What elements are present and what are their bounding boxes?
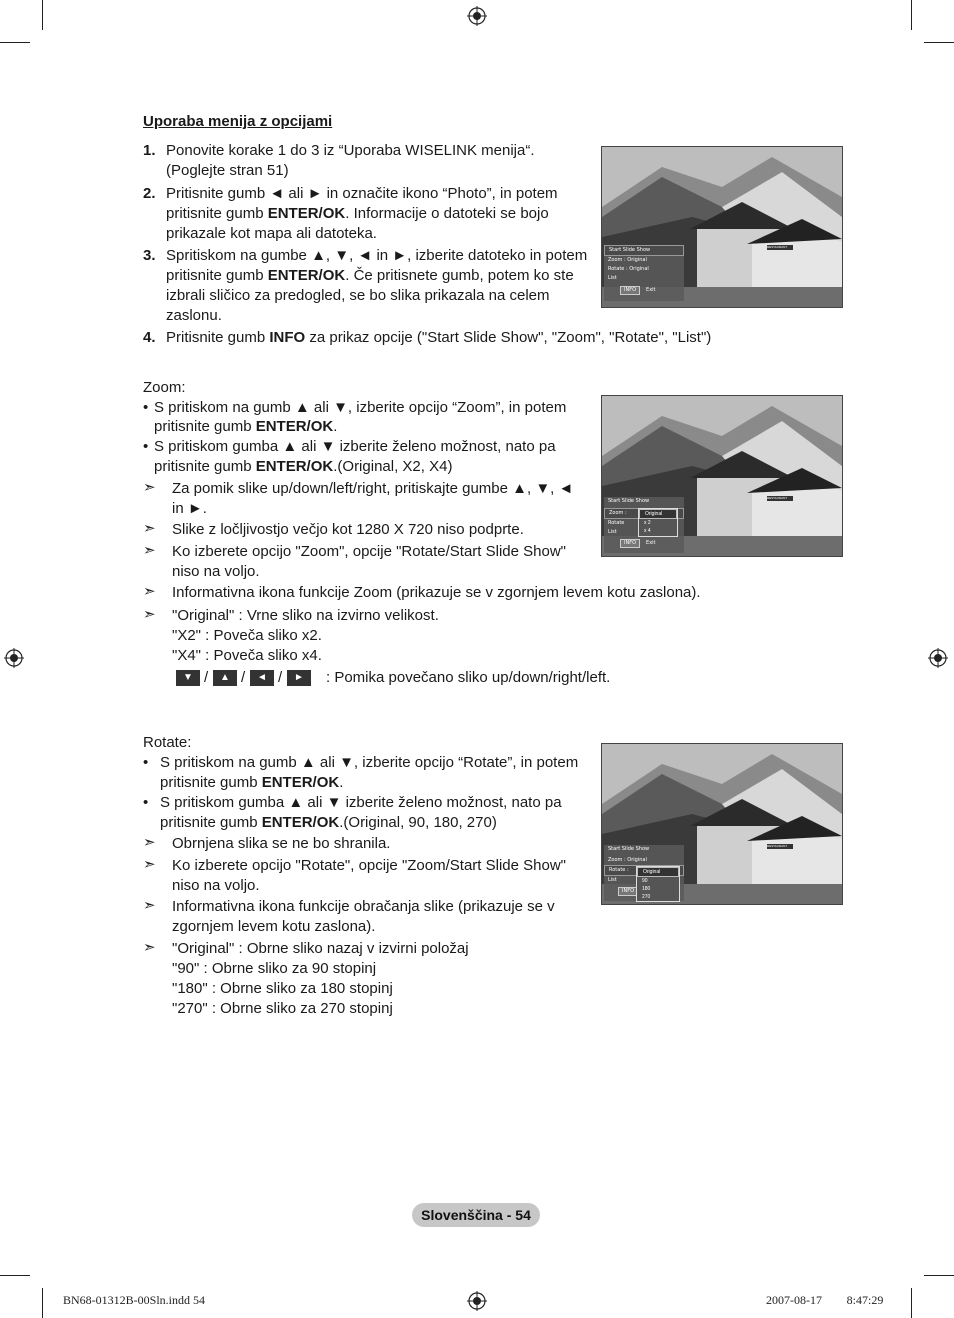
step-text: pritisnite gumb ENTER/OK. Informacije o datoteki se bojo: [166, 205, 549, 222]
bullet-text: S pritiskom gumba ▲ ali ▼ izberite želeno možnost, nato pa: [154, 438, 556, 455]
note-text: "270" : Obrne sliko za 270 stopinj: [172, 1000, 393, 1017]
step-number: 4.: [143, 329, 156, 346]
menu-item-start-slide-show[interactable]: Start Slide Show: [604, 245, 684, 256]
note-text: "90" : Obrne sliko za 90 stopinj: [172, 960, 377, 977]
keys-description: : Pomika povečano sliko up/down/right/left.: [326, 669, 611, 686]
note-text: Za pomik slike up/down/left/right, pritiskajte gumbe ▲, ▼, ◄: [172, 480, 574, 497]
note-text: Informativna ikona funkcije Zoom (prikazuje se v zgornjem levem kotu zaslona).: [172, 584, 701, 601]
step-text: Pritisnite gumb ◄ ali ► in označite ikono “Photo”, in potem: [166, 185, 558, 202]
right-key-icon: ►: [287, 670, 311, 686]
note-text: niso na voljo.: [172, 563, 260, 580]
slash: /: [241, 669, 246, 686]
bullet-icon: •: [143, 399, 149, 416]
note-text: Informativna ikona funkcije obračanja slike (prikazuje se v: [172, 898, 555, 915]
menu-item-list[interactable]: List: [608, 275, 617, 281]
menu-item-zoom[interactable]: Zoom :: [604, 508, 684, 519]
crop-mark: [42, 1288, 43, 1318]
zoom-option-x2[interactable]: x 2: [644, 520, 651, 526]
section-heading: Uporaba menija z opcijami: [143, 113, 333, 130]
registration-mark-icon: [467, 1291, 487, 1311]
bullet-text: pritisnite gumb ENTER/OK.(Original, 90, 180, 270): [160, 814, 497, 831]
bullet-icon: •: [143, 438, 149, 455]
note-text: Obrnjena slika se ne bo shranila.: [172, 835, 391, 852]
bullet-text: pritisnite gumb ENTER/OK.: [154, 418, 338, 435]
bullet-icon: •: [143, 794, 149, 811]
crop-mark: [0, 42, 30, 43]
bullet-text: S pritiskom na gumb ▲ ali ▼, izberite opcijo “Rotate”, in potem: [160, 754, 579, 771]
note-text: "Original" : Vrne sliko na izvirno velikost.: [172, 607, 439, 624]
tv-screenshot-options-menu: [601, 146, 843, 308]
menu-item-zoom[interactable]: Zoom : Original: [608, 857, 647, 863]
registration-mark-icon: [928, 648, 948, 668]
info-button[interactable]: INFO: [620, 539, 640, 548]
rotate-option-180[interactable]: 180: [642, 886, 651, 892]
crop-mark: [924, 1275, 954, 1276]
registration-mark-icon: [467, 6, 487, 26]
step-text: Ponovite korake 1 do 3 iz “Uporaba WISELINK menija“.: [166, 142, 535, 159]
step-number: 2.: [143, 185, 156, 202]
menu-item-zoom[interactable]: Zoom : Original: [608, 257, 647, 263]
note-icon: ➣: [143, 583, 156, 600]
imprint-file: BN68-01312B-00Sln.indd 54: [63, 1293, 206, 1307]
note-icon: ➣: [143, 520, 156, 537]
zoom-option-x4[interactable]: x 4: [644, 528, 651, 534]
menu-item-list[interactable]: List: [608, 529, 617, 535]
menu-item-rotate[interactable]: Rotate: [608, 520, 625, 526]
page-number-badge: Slovenščina - 54: [412, 1203, 540, 1227]
note-text: Slike z ločljivostjo večjo kot 1280 X 720 niso podprte.: [172, 521, 524, 538]
step-text: prikazale kot mapa ali datoteka.: [166, 225, 377, 242]
note-text: "180" : Obrne sliko za 180 stopinj: [172, 980, 393, 997]
note-text: zgornjem levem kotu zaslona).: [172, 918, 376, 935]
step-number: 1.: [143, 142, 156, 159]
rotate-title: Rotate:: [143, 734, 192, 751]
menu-item-start-slide-show[interactable]: Start Slide Show: [608, 498, 650, 504]
bullet-text: pritisnite gumb ENTER/OK.(Original, X2, X4): [154, 458, 453, 475]
step-text: Spritiskom na gumbe ▲, ▼, ◄ in ►, izberite datoteko in potem: [166, 247, 588, 264]
zoom-option-original[interactable]: Original: [639, 509, 677, 519]
note-icon: ➣: [143, 856, 156, 873]
rotate-option-90[interactable]: 90: [642, 878, 648, 884]
restaurant-sign: RESTAURANT: [767, 844, 793, 849]
note-text: in ►.: [172, 500, 207, 517]
step-text: (Poglejte stran 51): [166, 162, 289, 179]
menu-item-list[interactable]: List: [608, 877, 617, 883]
note-icon: ➣: [143, 479, 156, 496]
note-icon: ➣: [143, 606, 156, 623]
info-button[interactable]: INFO: [618, 887, 638, 896]
note-text: "Original" : Obrne sliko nazaj v izvirni položaj: [172, 940, 469, 957]
note-text: Ko izberete opcijo "Rotate", opcije "Zoom/Start Slide Show": [172, 857, 566, 874]
note-text: "X4" : Poveča sliko x4.: [172, 647, 322, 664]
tv-screenshot-rotate-menu: [601, 743, 843, 905]
bullet-text: pritisnite gumb ENTER/OK.: [160, 774, 344, 791]
step-number: 3.: [143, 247, 156, 264]
exit-label: Exit: [646, 287, 656, 293]
crop-mark: [42, 0, 43, 30]
step-text: zaslonu.: [166, 307, 222, 324]
step-text: Pritisnite gumb INFO za prikaz opcije ("Start Slide Show", "Zoom", "Rotate", "List"): [166, 329, 712, 346]
imprint-date: 2007-08-17 ￿￿ 8:47:29: [766, 1293, 884, 1307]
bullet-text: S pritiskom gumba ▲ ali ▼ izberite želeno možnost, nato pa: [160, 794, 562, 811]
tv-screenshot-zoom-menu: [601, 395, 843, 557]
crop-mark: [0, 1275, 30, 1276]
note-icon: ➣: [143, 542, 156, 559]
crop-mark: [911, 1288, 912, 1318]
note-text: niso na voljo.: [172, 877, 260, 894]
down-key-icon: ▼: [176, 670, 200, 686]
crop-mark: [924, 42, 954, 43]
rotate-options-submenu: [636, 866, 680, 902]
left-key-icon: ◄: [250, 670, 274, 686]
step-text: izbrali sličico za predogled, se bo slika prikazala na celem: [166, 287, 550, 304]
rotate-option-270[interactable]: 270: [642, 894, 651, 900]
menu-item-start-slide-show[interactable]: Start Slide Show: [608, 846, 650, 852]
menu-item-rotate[interactable]: Rotate : Original: [608, 266, 649, 272]
note-text: "X2" : Poveča sliko x2.: [172, 627, 322, 644]
rotate-option-original[interactable]: Original: [637, 867, 679, 877]
note-icon: ➣: [143, 897, 156, 914]
info-button[interactable]: INFO: [620, 286, 640, 295]
bullet-text: S pritiskom na gumb ▲ ali ▼, izberite opcijo “Zoom”, in potem: [154, 399, 567, 416]
slash: /: [204, 669, 209, 686]
options-menu: [604, 245, 684, 301]
exit-label: Exit: [646, 540, 656, 546]
crop-mark: [911, 0, 912, 30]
step-text: pritisnite gumb ENTER/OK. Če pritisnete gumb, potem ko ste: [166, 267, 574, 284]
restaurant-sign: RESTAURANT: [767, 245, 793, 250]
menu-item-rotate[interactable]: Rotate :: [604, 865, 684, 876]
restaurant-sign: RESTAURANT: [767, 496, 793, 501]
registration-mark-icon: [4, 648, 24, 668]
zoom-title: Zoom:: [143, 379, 186, 396]
up-key-icon: ▲: [213, 670, 237, 686]
zoom-options-submenu: [638, 508, 678, 537]
bullet-icon: •: [143, 754, 149, 771]
note-icon: ➣: [143, 939, 156, 956]
slash: /: [278, 669, 283, 686]
note-text: Ko izberete opcijo "Zoom", opcije "Rotate/Start Slide Show": [172, 543, 566, 560]
note-icon: ➣: [143, 834, 156, 851]
